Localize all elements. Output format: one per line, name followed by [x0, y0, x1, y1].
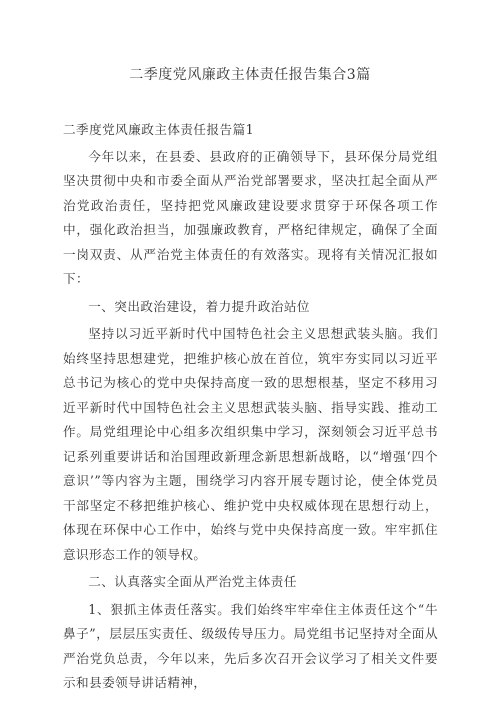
page-title: 二季度党风廉政主体责任报告集合3篇	[129, 67, 371, 83]
section-heading-2: 二、认真落实全面从严治党主体责任	[88, 574, 297, 589]
paragraph-intro: 今年以来，在县委、县政府的正确领导下，县环保分局党组坚决贯彻中央和市委全面从严治党部署要求，坚决扛起全面从严治党政治责任，坚持把党风廉政建设要求贯穿于环保各项工作中，强化政治担当，加强廉政教育，严格纪律规定，确保了全面一岗双责、从严治党主体责任的有效落实。现将有关情况汇报如下：	[63, 148, 438, 286]
paragraph-political-building: 坚持以习近平新时代中国特色社会主义思想武装头脑。我们始终坚持思想建党，把维护核心放在首位，筑牢夯实同以习近平总书记为核心的党中央保持高度一致的思想根基，坚定不移用习近平新时代中国特色社会主义思想武装头脑、指导实践、推动工作。局党组理论中心组多次组织集中学习，深刻领会习近平总书记系列重要讲话和治国理政新理念新思想新战略，以“增强‘四个意识’”等内容为主题，围绕学习内容开展专题讨论，使全体党员干部坚定不移把维护核心、维护党中央权威体现在思想行动上，体现在环保中心工作中，始终与党中央保持高度一致。牢牢抓住意识形态工作的领导权。	[63, 326, 438, 562]
section-heading-1: 一、突出政治建设，着力提升政治站位	[88, 298, 310, 314]
document-body	[63, 118, 438, 697]
section-subtitle: 二季度党风廉政主体责任报告篇1	[63, 122, 255, 137]
paragraph-responsibility: 1、狠抓主体责任落实。我们始终牢牢牵住主体责任这个“牛鼻子”，层层压实责任、级级传导压力。局党组书记坚持对全面从严治党负总责，今年以来，先后多次召开会议学习了相关文件要示和县委领导讲话精神，	[63, 601, 438, 690]
